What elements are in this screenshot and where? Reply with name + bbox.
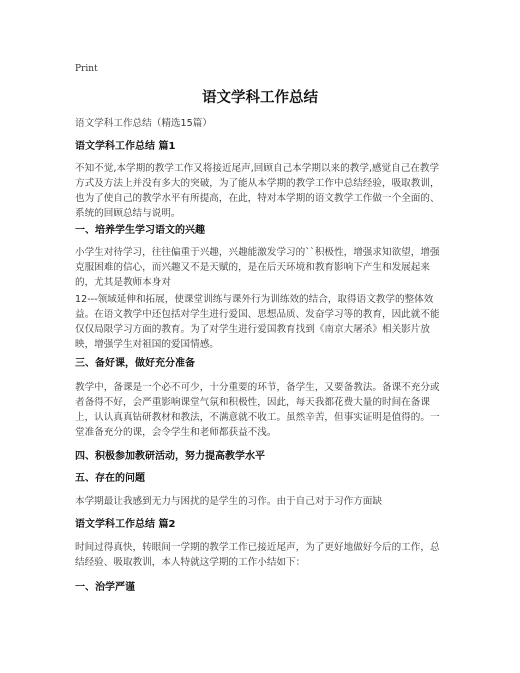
paragraph-4: 教学中，备课是一个必不可少，十分重要的环节，备学生，又要备教法。备课不充分或者备得不好，会严重影响课堂气氛和积极性，因此，每天我都花费大量的时间在备课上，认认真真钻研教材和教法，不满意就不收工。虽然辛苦，但事实证明是值得的。一堂准备充分的课，会令学生和老师都获益不浅。 [75,382,440,438]
print-label: Print [75,64,98,74]
heading-rigorous-study: 一、治学严谨 [75,582,135,593]
heading-interest: 一、培养学生学习语文的兴趣 [75,225,205,236]
document-subtitle: 语文学科工作总结（精选15篇） [75,118,212,129]
section2-title: 语文学科工作总结 篇2 [75,519,176,530]
heading-prepare-lessons: 三、备好课，做好充分准备 [75,358,195,369]
paragraph-5: 本学期最让我感到无力与困扰的是学生的习作。由于自己对于习作方面缺 [75,496,382,507]
paragraph-3: 12---领域延伸和拓展，使课堂训练与课外行为训练效的结合，取得语文教学的整体效益。在语文教学中还包括对学生进行爱国、思想品质、发奋学习等的教育，因此就不能仅仅局限学习方面的教育。为了对学生进行爱国教育找到《南京大屠杀》相关影片放映，增强学生对祖国的爱国情感。 [75,294,440,350]
document-title: 语文学科工作总结 [202,90,318,106]
heading-teaching-research: 四、积极参加教研活动，努力提高教学水平 [75,451,265,462]
paragraph-2: 小学生对待学习，往往偏重于兴趣，兴趣能激发学习的``积极性，增强求知欲望，增强克服困难的信心，而兴趣又不是天赋的，是在后天环境和教育影响下产生和发展起来的，尤其是教师本身对 [75,247,440,288]
paragraph-6: 时间过得真快，转眼间一学期的教学工作已接近尾声，为了更好地做好今后的工作，总结经验、吸取教训，本人特就这学期的工作小结如下： [75,542,440,568]
section1-title: 语文学科工作总结 篇1 [75,141,176,152]
paragraph-1: 不知不觉,本学期的教学工作又将接近尾声,回顾自己本学期以来的教学,感觉自己在教学方式及方法上并没有多大的突破，为了能从本学期的教学工作中总结经验，吸取教训，也为了使自己的教学水平有所提高，在此，特对本学期的语文教学工作做一个全面的、系统的回顾总结与说明。 [75,163,440,219]
heading-problems: 五、存在的问题 [75,473,145,484]
